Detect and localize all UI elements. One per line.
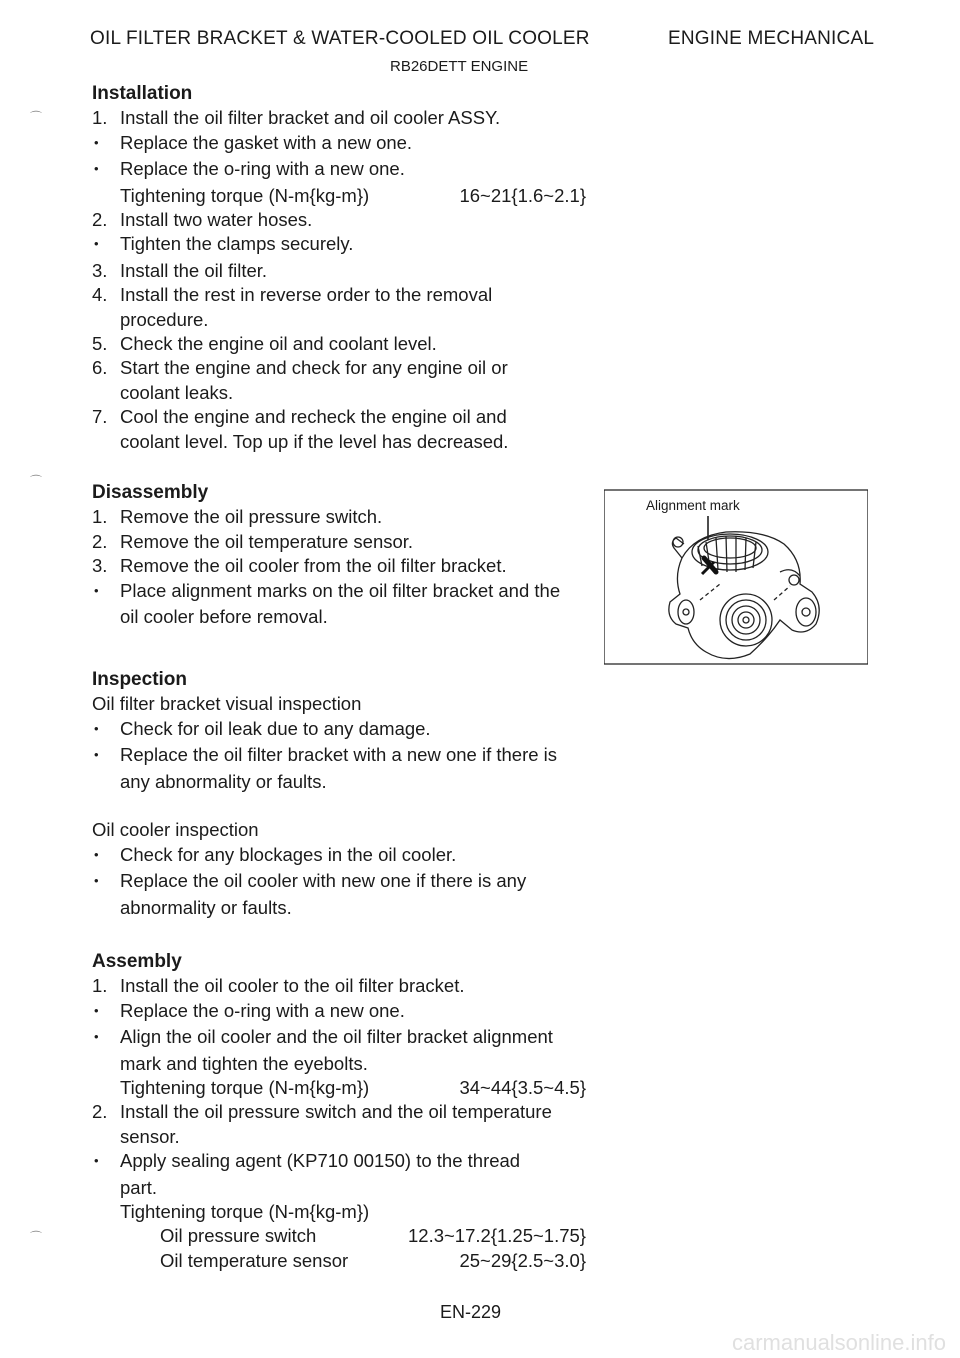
inspection-section bbox=[92, 668, 592, 920]
bullet-icon bbox=[92, 1025, 120, 1051]
bullet-icon bbox=[92, 232, 120, 258]
numbered-step bbox=[92, 356, 592, 380]
numbered-step bbox=[92, 974, 592, 998]
continuation-line: coolant leaks. bbox=[120, 381, 234, 403]
step-number: 3. bbox=[92, 555, 108, 577]
disassembly-section bbox=[92, 481, 592, 629]
bullet-text: Replace the oil filter bracket with a new one if there is bbox=[120, 744, 558, 766]
step-number: 7. bbox=[92, 406, 108, 428]
bullet-icon bbox=[92, 579, 120, 605]
bullet-icon bbox=[92, 717, 120, 743]
inspection-heading: Inspection bbox=[92, 669, 188, 690]
step-text: Check the engine oil and coolant level. bbox=[120, 333, 437, 355]
step-text: Start the engine and check for any engine oil or bbox=[120, 357, 508, 379]
step-text: Cool the engine and recheck the engine oil and bbox=[120, 406, 507, 428]
bullet-item bbox=[92, 157, 592, 183]
bullet-item bbox=[92, 232, 592, 258]
alignment-mark-label: Alignment mark bbox=[646, 498, 740, 513]
bullet-text: Tighten the clamps securely. bbox=[120, 233, 354, 255]
step-text: Remove the oil cooler from the oil filter bracket. bbox=[120, 555, 507, 577]
bullet-text: Replace the o-ring with a new one. bbox=[120, 158, 405, 180]
bullet-icon bbox=[92, 869, 120, 895]
bullet-icon bbox=[92, 157, 120, 183]
continuation-line: oil cooler before removal. bbox=[120, 606, 328, 628]
torque-label: Tightening torque (N-m{kg-m}) bbox=[120, 184, 370, 206]
bullet-text: Replace the oil cooler with new one if there is any bbox=[120, 870, 527, 892]
step-number: 3. bbox=[92, 259, 108, 281]
continuation-line: part. bbox=[120, 1176, 158, 1198]
bullet-item bbox=[92, 999, 592, 1025]
torque-value: 34~44{3.5~4.5} bbox=[459, 1077, 586, 1099]
page-header-title: OIL FILTER BRACKET & WATER-COOLED OIL COOLER bbox=[90, 28, 590, 49]
continuation-line: sensor. bbox=[120, 1125, 180, 1147]
page-header-subtitle: RB26DETT ENGINE bbox=[390, 58, 529, 75]
numbered-step bbox=[92, 405, 592, 429]
bullet-text: Check for any blockages in the oil cooler. bbox=[120, 843, 457, 865]
step-text: Install the oil pressure switch and the oil temperature bbox=[120, 1101, 552, 1123]
numbered-step bbox=[92, 106, 592, 130]
disassembly-heading: Disassembly bbox=[92, 482, 209, 503]
bullet-icon bbox=[92, 843, 120, 869]
bullet-item bbox=[92, 131, 592, 157]
bullet-text: Check for oil leak due to any damage. bbox=[120, 717, 431, 739]
bullet-text: Apply sealing agent (KP710 00150) to the thread bbox=[120, 1150, 521, 1172]
bullet-icon bbox=[92, 131, 120, 157]
bullet-item bbox=[92, 579, 592, 605]
bullet-icon bbox=[92, 999, 120, 1025]
step-number: 2. bbox=[92, 530, 108, 552]
continuation-line: mark and tighten the eyebolts. bbox=[120, 1052, 368, 1074]
margin-mark: ⌒ bbox=[30, 474, 43, 488]
continuation-line: coolant level. Top up if the level has decreased. bbox=[120, 430, 509, 452]
step-number: 1. bbox=[92, 506, 108, 528]
bullet-item bbox=[92, 743, 592, 769]
oil-cooler-diagram bbox=[604, 488, 868, 666]
installation-heading: Installation bbox=[92, 83, 193, 104]
step-text: Install the oil cooler to the oil filter bracket. bbox=[120, 975, 465, 997]
numbered-step bbox=[92, 259, 592, 283]
step-number: 2. bbox=[92, 209, 108, 231]
bullet-icon bbox=[92, 743, 120, 769]
step-number: 2. bbox=[92, 1101, 108, 1123]
page-number: EN-229 bbox=[440, 1302, 502, 1322]
torque-value: 16~21{1.6~2.1} bbox=[459, 184, 586, 206]
torque-spec bbox=[92, 184, 592, 208]
step-number: 1. bbox=[92, 107, 108, 129]
torque-spec-item bbox=[92, 1224, 592, 1248]
bullet-icon bbox=[92, 1149, 120, 1175]
spacer bbox=[92, 794, 592, 818]
step-text: Install the oil filter bracket and oil cooler ASSY. bbox=[120, 107, 501, 129]
numbered-step bbox=[92, 505, 592, 529]
step-text: Remove the oil temperature sensor. bbox=[120, 530, 414, 552]
numbered-step bbox=[92, 554, 592, 578]
step-text: Install the rest in reverse order to the removal bbox=[120, 284, 493, 306]
watermark: carmanualsonline.info bbox=[731, 1330, 946, 1355]
numbered-step bbox=[92, 530, 592, 554]
numbered-step bbox=[92, 283, 592, 307]
bullet-item bbox=[92, 1149, 592, 1175]
numbered-step bbox=[92, 1100, 592, 1124]
oil-cooler-figure bbox=[604, 488, 868, 666]
bullet-item bbox=[92, 869, 592, 895]
step-text: Remove the oil pressure switch. bbox=[120, 506, 383, 528]
step-number: 5. bbox=[92, 333, 108, 355]
installation-section bbox=[92, 82, 592, 454]
torque-value: 25~29{2.5~3.0} bbox=[459, 1249, 586, 1271]
bullet-text: Align the oil cooler and the oil filter bracket alignment bbox=[120, 1026, 553, 1048]
step-text: Install two water hoses. bbox=[120, 209, 313, 231]
subheading-line: Oil filter bracket visual inspection bbox=[92, 693, 362, 715]
bullet-item bbox=[92, 717, 592, 743]
step-text: Install the oil filter. bbox=[120, 259, 268, 281]
torque-label: Tightening torque (N-m{kg-m}) bbox=[120, 1077, 370, 1099]
continuation-line: any abnormality or faults. bbox=[120, 770, 327, 792]
step-number: 4. bbox=[92, 284, 108, 306]
torque-item-label: Oil temperature sensor bbox=[160, 1249, 349, 1271]
subheading-line: Oil cooler inspection bbox=[92, 819, 259, 841]
continuation-line: Tightening torque (N-m{kg-m}) bbox=[120, 1201, 370, 1223]
bullet-text: Replace the o-ring with a new one. bbox=[120, 999, 405, 1021]
bullet-text: Place alignment marks on the oil filter bracket and the bbox=[120, 579, 561, 601]
assembly-section bbox=[92, 950, 592, 1273]
numbered-step bbox=[92, 332, 592, 356]
torque-item-label: Oil pressure switch bbox=[160, 1225, 317, 1247]
bullet-text: Replace the gasket with a new one. bbox=[120, 131, 413, 153]
page-header-section: ENGINE MECHANICAL bbox=[668, 28, 875, 49]
step-number: 1. bbox=[92, 975, 108, 997]
continuation-line: procedure. bbox=[120, 308, 209, 330]
assembly-heading: Assembly bbox=[92, 951, 182, 972]
torque-spec-item bbox=[92, 1249, 592, 1273]
continuation-line: abnormality or faults. bbox=[120, 896, 292, 918]
bullet-item bbox=[92, 1025, 592, 1051]
margin-mark: ⌒ bbox=[30, 110, 43, 124]
bullet-item bbox=[92, 843, 592, 869]
margin-mark: ⌒ bbox=[30, 1230, 43, 1244]
torque-spec bbox=[92, 1076, 592, 1100]
step-number: 6. bbox=[92, 357, 108, 379]
torque-value: 12.3~17.2{1.25~1.75} bbox=[408, 1225, 586, 1247]
numbered-step bbox=[92, 208, 592, 232]
